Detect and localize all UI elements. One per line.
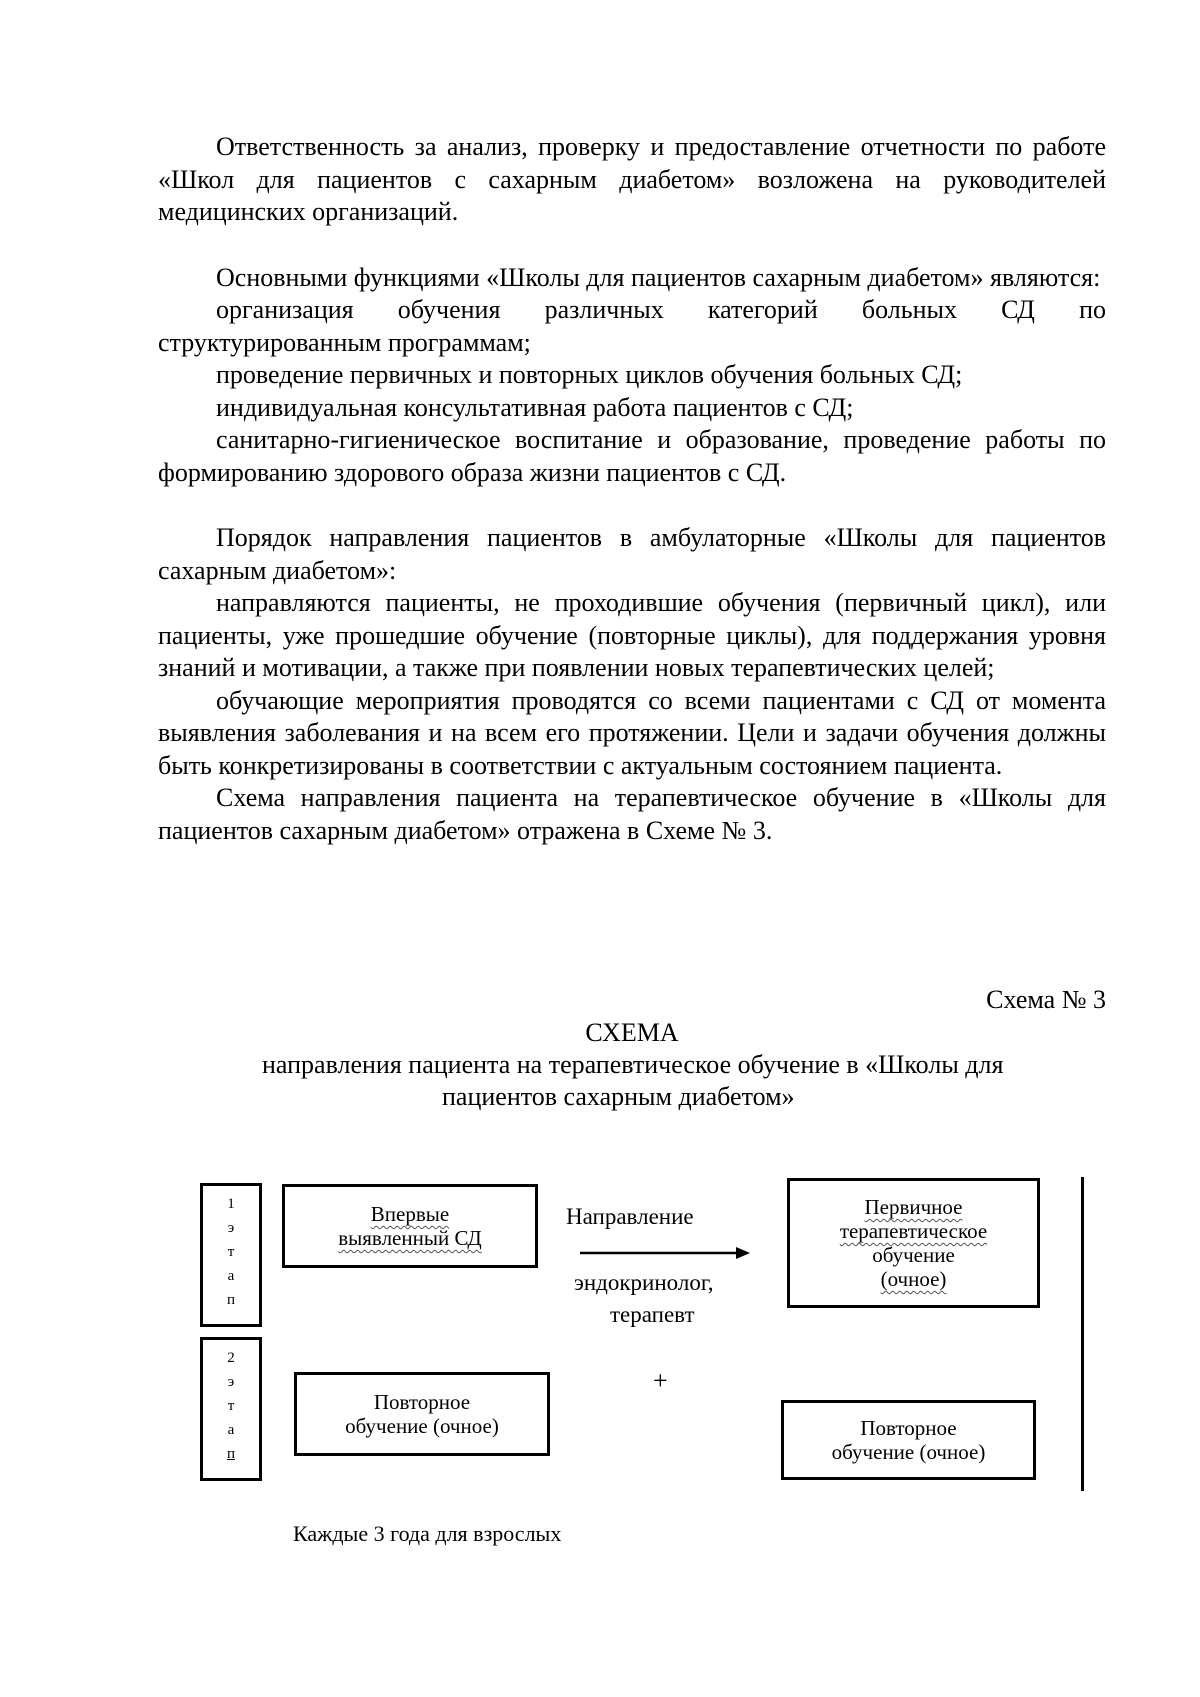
- body-text: [158, 131, 1106, 847]
- stage-2-char: 2: [227, 1350, 235, 1366]
- paragraph-scheme-reference: Схема направления пациента на терапевтическое обучение в «Школы для пациентов сахарным диабетом» отражена в Схеме № 3.: [158, 783, 1106, 845]
- paragraph-function-2: проведение первичных и повторных циклов обучения больных СД;: [216, 360, 963, 389]
- box-primary-line2: терапевтическое: [839, 1219, 988, 1243]
- stage-1-char: а: [227, 1268, 235, 1284]
- stage-1-box: [200, 1183, 262, 1327]
- box-repeat-right-line1: Повторное: [860, 1416, 957, 1440]
- paragraph-function-3: индивидуальная консультативная работа пациентов с СД;: [216, 392, 854, 422]
- stage-2-box: [200, 1337, 262, 1481]
- arrow-label-specialist-line1: эндокринолог,: [574, 1270, 714, 1295]
- referral-arrow: [580, 1245, 750, 1261]
- stage-1-char: п: [226, 1292, 236, 1308]
- box-repeat-education-right: [781, 1400, 1036, 1480]
- paragraph-referral-1: направляются пациенты, не проходившие обучения (первичный цикл), или пациенты, уже прошедшие обучение (повторные циклы), для поддержания уровня знаний и мотивации, а также при появлении новых терапевтических целей;: [158, 588, 1106, 682]
- stage-2-char: т: [227, 1398, 235, 1414]
- paragraph-referral-intro: Порядок направления пациентов в амбулаторные «Школы для пациентов сахарным диабетом»:: [158, 523, 1106, 585]
- scheme-subtitle-line2: пациентов сахарным диабетом»: [442, 1082, 795, 1111]
- plus-sign: +: [653, 1366, 668, 1395]
- paragraph-responsibility: Ответственность за анализ, проверку и предоставление отчетности по работе «Школ для пациентов с сахарным диабетом» возложена на руководителей медицинских организаций.: [158, 132, 1106, 226]
- stage-2-char: а: [227, 1422, 235, 1438]
- box-newly-diagnosed-line2: выявленный СД: [338, 1226, 482, 1250]
- footnote-every-3-years: Каждые 3 года для взрослых: [293, 1521, 562, 1546]
- divider-line: [1081, 1177, 1084, 1491]
- paragraph-referral-2: обучающие мероприятия проводятся со всеми пациентами с СД от момента выявления заболевания и на всем его протяжении. Цели и задачи обучения должны быть конкретизированы в соответствии с актуальным состоянием пациента.: [158, 685, 1106, 780]
- scheme-number: Схема № 3: [986, 985, 1106, 1014]
- stage-1-char: 1: [227, 1196, 235, 1212]
- box-repeat-education-left: [294, 1372, 550, 1456]
- stage-2-char: п: [226, 1446, 236, 1462]
- box-repeat-right-line2: обучение (очное): [831, 1440, 986, 1464]
- box-primary-line4: (очное): [880, 1267, 947, 1291]
- box-repeat-left-line2: обучение (очное): [345, 1414, 499, 1438]
- stage-2-char: э: [227, 1374, 235, 1390]
- scheme-title: СХЕМА: [585, 1018, 679, 1047]
- paragraph-function-4: санитарно-гигиеническое воспитание и образование, проведение работы по формированию здорового образа жизни пациентов с СД.: [158, 425, 1106, 487]
- stage-1-char: т: [227, 1244, 235, 1260]
- arrow-label-referral: Направление: [566, 1204, 694, 1229]
- box-newly-diagnosed-line1: Впервые: [370, 1202, 450, 1226]
- box-primary-education: [787, 1178, 1040, 1308]
- box-repeat-left-line1: Повторное: [373, 1390, 471, 1414]
- paragraph-function-1: организация обучения различных категорий больных СД по структурированным программам;: [158, 295, 1106, 357]
- box-newly-diagnosed: [282, 1184, 538, 1268]
- stage-1-char: э: [227, 1220, 235, 1236]
- box-primary-line3: обучение: [872, 1243, 955, 1267]
- scheme-subtitle-line1: направления пациента на терапевтическое обучение в «Школы для: [262, 1050, 1004, 1079]
- paragraph-functions-intro: Основными функциями «Школы для пациентов сахарным диабетом» являются:: [216, 262, 1101, 292]
- box-primary-line1: Первичное: [864, 1195, 963, 1219]
- arrow-label-specialist-line2: терапевт: [610, 1302, 695, 1327]
